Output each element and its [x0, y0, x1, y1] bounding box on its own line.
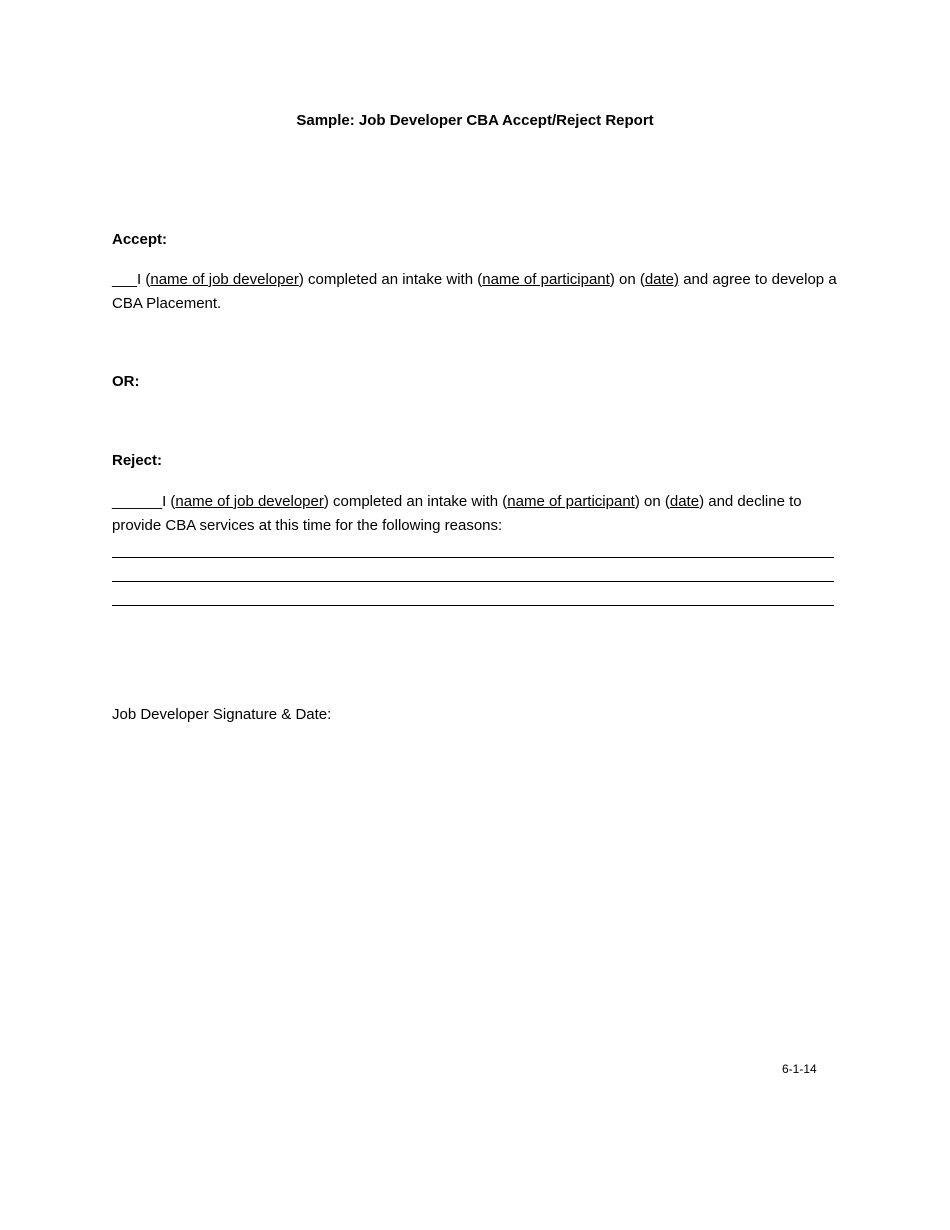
reject-job-developer-field: name of job developer: [175, 493, 324, 510]
accept-job-developer-field: name of job developer: [150, 271, 299, 288]
reason-line-3: [112, 605, 834, 606]
reason-line-2: [112, 581, 834, 582]
accept-text-tail: and agree to develop a CBA Placement.: [112, 271, 837, 312]
reject-participant-field: name of participant: [507, 493, 635, 510]
reject-date-field: date: [669, 493, 700, 510]
accept-date-field: date): [644, 271, 680, 288]
reject-checkbox-blank: ______: [112, 493, 163, 510]
accept-text-i: I (: [137, 271, 151, 288]
reject-text-mid1: ) completed an intake with (: [323, 493, 508, 510]
footer-revision-date: 6-1-14: [782, 1062, 817, 1076]
accept-text-mid1: ) completed an intake with (: [298, 271, 483, 288]
reason-line-1: [112, 557, 834, 558]
accept-checkbox-blank: ___: [112, 271, 138, 288]
or-heading: OR:: [112, 373, 140, 390]
reject-text-mid2: ) on (: [634, 493, 670, 510]
reject-statement: [112, 490, 842, 538]
reject-heading: Reject:: [112, 452, 163, 469]
signature-label: Job Developer Signature & Date:: [112, 706, 332, 723]
document-title: Sample: Job Developer CBA Accept/Reject Report: [296, 112, 654, 129]
reject-text-tail: ) and decline to provide CBA services at this time for the following reasons:: [112, 493, 802, 534]
accept-participant-field: name of participant: [482, 271, 610, 288]
reject-text-i: I (: [162, 493, 176, 510]
accept-text-mid2: ) on (: [609, 271, 645, 288]
accept-heading: Accept:: [112, 231, 168, 248]
accept-statement: [112, 268, 842, 316]
